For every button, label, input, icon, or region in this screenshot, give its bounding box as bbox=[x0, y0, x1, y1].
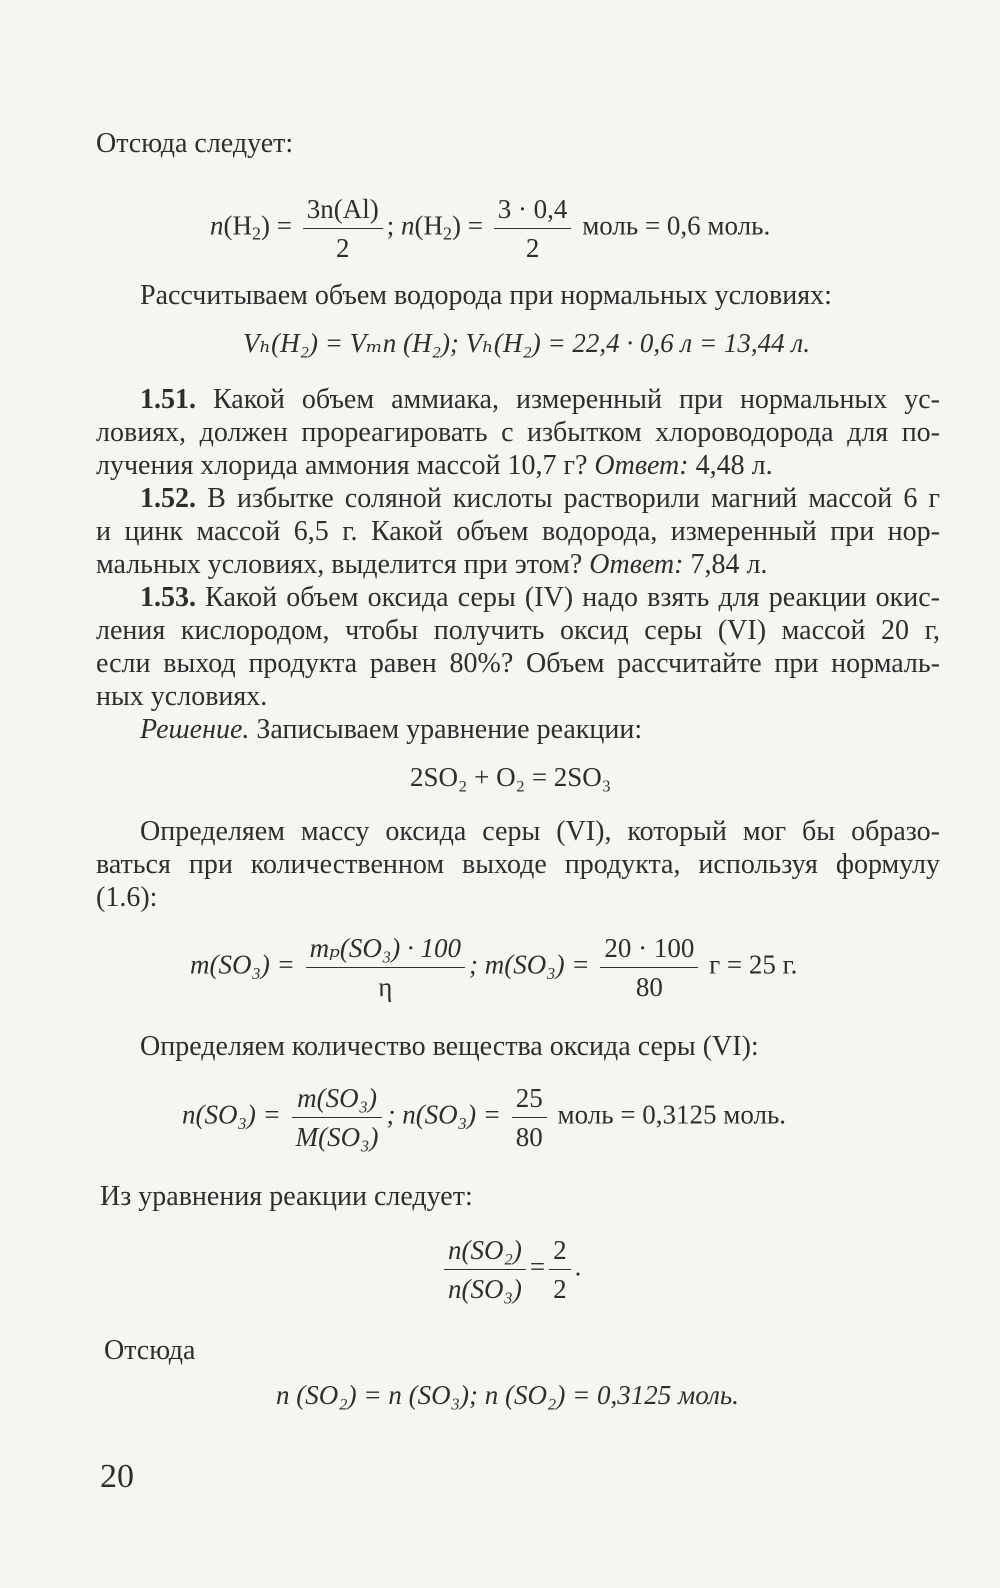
formula-n-so3: n(SO₃) = $\frac{\text{m(SO₃)}}{\text{M(SO₃)}}$ ; n(SO₃) = $\frac{25}{80}$ моль = 0,3125 моль. bbox=[182, 1083, 787, 1152]
formula-reaction: 2SO₂ + O₂ = 2SO₃ bbox=[410, 762, 612, 792]
text-line: Определяем массу оксида серы (VI), который мог бы образо- bbox=[140, 816, 940, 847]
formula-n-so2: n (SO₂) = n (SO₃); n (SO₂) = 0,3125 моль. bbox=[276, 1380, 739, 1410]
fraction-denominator: 2 bbox=[553, 1274, 567, 1304]
text-line: Определяем количество вещества оксида серы (VI): bbox=[140, 1031, 759, 1062]
problem-1-52: 1.52. В избытке соляной кислоты растворили магний массой 6 г bbox=[140, 483, 940, 514]
fraction-denominator: η bbox=[378, 972, 393, 1002]
fraction-denominator: n(SO₃) bbox=[448, 1274, 522, 1304]
text-line: Из уравнения реакции следует: bbox=[100, 1181, 473, 1212]
fraction-numerator: n(SO₂) bbox=[444, 1234, 526, 1270]
text-line: Рассчитываем объем водорода при нормальных условиях: bbox=[140, 280, 832, 311]
problem-1-53: 1.53. Какой объем оксида серы (IV) надо взять для реакции окис- bbox=[140, 582, 940, 613]
fraction-numerator: 20 · 100 bbox=[600, 932, 698, 968]
text-line: мальных условиях, выделится при этом? Ответ: 7,84 л. bbox=[96, 549, 768, 580]
formula-n-h2: $n(H_2)$ = $\frac{3n(Al)}{2}$ ; $n(H_2)$ = $\frac{3 \cdot 0,4}{2}$ моль = 0,6 моль. bbox=[210, 194, 771, 263]
text-line: ных условиях. bbox=[96, 681, 268, 712]
formula-ratio: $\frac{\text{n(SO₂)}}{\text{n(SO₃)}}$ = $\frac{2}{2}$ . bbox=[440, 1234, 581, 1305]
text-line: Отсюда bbox=[104, 1335, 196, 1366]
fraction-numerator: mₚ(SO₃) · 100 bbox=[306, 932, 465, 968]
problem-1-51: 1.51. Какой объем аммиака, измеренный при нормальных ус- bbox=[140, 384, 940, 415]
fraction-numerator: 3n(Al) bbox=[303, 193, 383, 229]
formula-m-so3: m(SO₃) = $\frac{\text{mₚ(SO₃) · 100}}{\eta}$ ; m(SO₃) = $\frac{20 \cdot 100}{80}$ г = 25 г. bbox=[190, 933, 798, 1002]
fraction-numerator: 25 bbox=[512, 1082, 547, 1118]
fraction-denominator: 2 bbox=[525, 233, 540, 263]
page-number: 20 bbox=[100, 1458, 134, 1495]
fraction-denominator: M(SO₃) bbox=[295, 1122, 379, 1152]
fraction-numerator: m(SO₃) bbox=[292, 1082, 383, 1118]
formula-result: моль = 0,6 моль. bbox=[582, 210, 771, 241]
text-line: если выход продукта равен 80%? Объем рассчитайте при нормаль- bbox=[96, 648, 940, 679]
fraction-denominator: 80 bbox=[635, 972, 663, 1002]
text-line: ловиях, должен прореагировать с избытком хлороводорода для по- bbox=[96, 417, 940, 448]
fraction-denominator: 80 bbox=[515, 1122, 543, 1152]
formula-volume-h2: Vₕ(H₂) = Vₘn (H₂); Vₕ(H₂) = 22,4 · 0,6 л = 13,44 л. bbox=[243, 328, 810, 358]
formula-result: моль = 0,3125 моль. bbox=[557, 1099, 787, 1130]
fraction-denominator: 2 bbox=[335, 233, 350, 263]
fraction-numerator: 2 bbox=[549, 1234, 571, 1270]
text-line: Отсюда следует: bbox=[96, 128, 294, 159]
formula-result: г = 25 г. bbox=[709, 949, 798, 980]
text-line: (1.6): bbox=[96, 882, 158, 913]
text-line: ваться при количественном выходе продукта, используя формулу bbox=[96, 849, 940, 880]
text-line: и цинк массой 6,5 г. Какой объем водорода, измеренный при нор- bbox=[96, 516, 940, 547]
fraction-numerator: 3 · 0,4 bbox=[494, 193, 572, 229]
text-line: ления кислородом, чтобы получить оксид серы (VI) массой 20 г, bbox=[96, 615, 940, 646]
text-line: лучения хлорида аммония массой 10,7 г? Ответ: 4,48 л. bbox=[96, 450, 773, 481]
solution-intro: Решение. Записываем уравнение реакции: bbox=[140, 714, 643, 745]
